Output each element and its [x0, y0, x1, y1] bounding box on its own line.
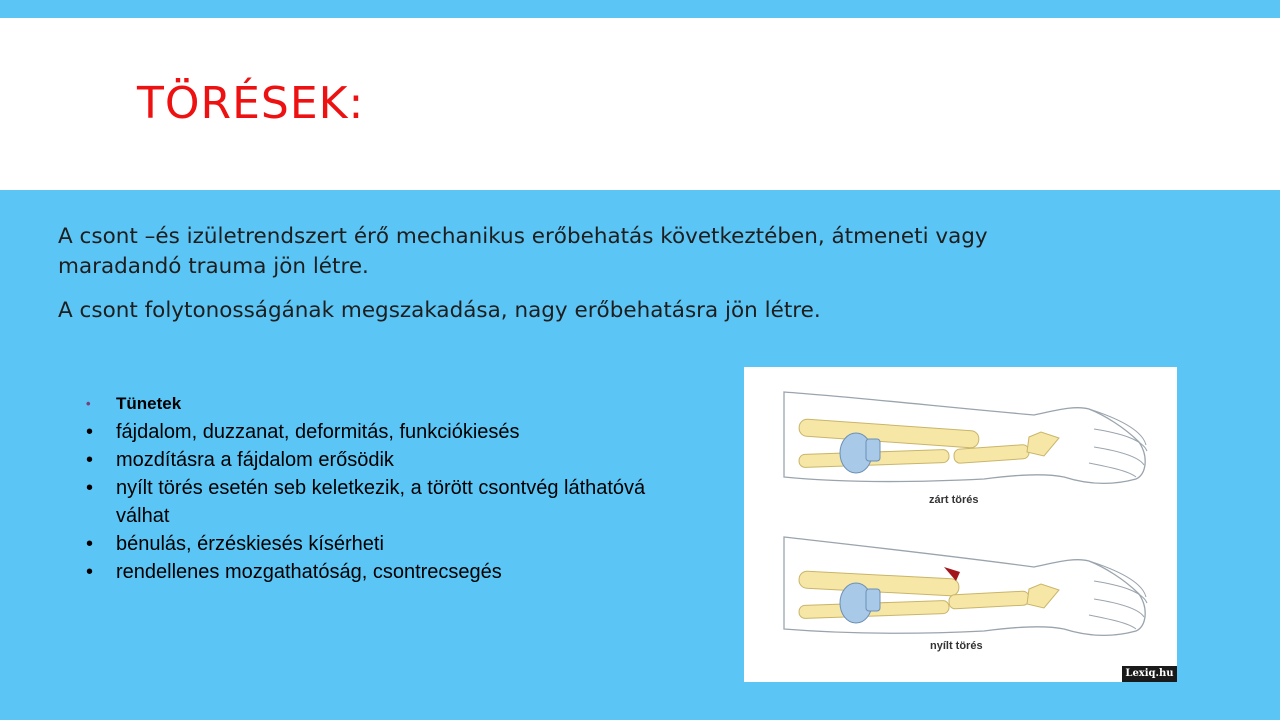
list-item-text: nyílt törés esetén seb keletkezik, a törött csontvég láthatóvá válhat: [116, 477, 646, 527]
symptoms-heading-label: Tünetek: [116, 394, 182, 413]
open-fracture-arm: [784, 537, 1147, 635]
bullet-icon: •: [86, 561, 94, 583]
list-item: [86, 418, 686, 446]
list-item-text: bénulás, érzéskiesés kísérheti: [116, 533, 384, 555]
caption-open-fracture: nyílt törés: [930, 640, 983, 652]
list-item: [86, 530, 686, 558]
list-item-text: fájdalom, duzzanat, deformitás, funkciókiesés: [116, 421, 520, 443]
list-item: [86, 558, 686, 586]
list-item-text: mozdításra a fájdalom erősödik: [116, 449, 394, 471]
caption-closed-fracture: zárt törés: [929, 494, 979, 506]
forearm-fracture-drawing: [744, 367, 1177, 682]
bullet-icon: •: [86, 449, 94, 471]
fracture-illustration: [744, 367, 1177, 682]
bullet-icon: •: [86, 533, 94, 555]
list-item-text: rendellenes mozgathatóság, csontrecsegés: [116, 561, 502, 583]
symptoms-list: [86, 390, 686, 586]
bullet-icon: •: [86, 396, 91, 411]
lexiq-logo: Lexiq.hu: [1122, 666, 1177, 682]
symptoms-heading: [86, 390, 686, 418]
bullet-icon: •: [86, 477, 94, 499]
intro-paragraph-1: A csont –és izületrendszert érő mechanikus erőbehatás következtében, átmeneti vagy maradandó trauma jön létre.: [58, 224, 988, 279]
closed-fracture-arm: [784, 392, 1147, 483]
symptoms-heading-colon: :: [181, 394, 186, 413]
intro-paragraph-2: A csont folytonosságának megszakadása, nagy erőbehatásra jön létre.: [58, 298, 821, 323]
top-accent-strip: [0, 0, 1280, 18]
list-item: [86, 446, 686, 474]
bullet-icon: •: [86, 421, 94, 443]
intro-text: [58, 222, 1058, 340]
list-item: [86, 474, 686, 530]
slide-title: TÖRÉSEK:: [137, 78, 365, 129]
